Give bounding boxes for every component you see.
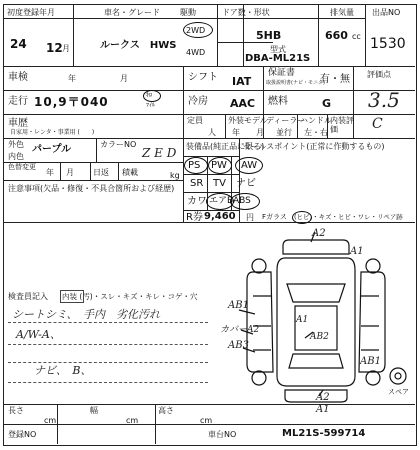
equip-leather: カワ	[187, 196, 207, 207]
lot-label: 出品NO	[372, 8, 401, 17]
fuel-value: G	[322, 97, 332, 110]
car-name-value: ルークス HWS	[100, 40, 177, 51]
drive-label: 駆動	[180, 8, 196, 17]
shaken-label: 車検	[8, 72, 28, 83]
fuel-label: 燃料	[268, 96, 288, 107]
rule	[318, 4, 319, 66]
score-value: 3.5	[368, 88, 400, 112]
dealer-sub: 並行	[276, 128, 292, 137]
glass-crack-circle	[292, 211, 312, 224]
width-label: 幅	[90, 406, 98, 415]
door-value: 5HB	[256, 29, 282, 42]
equip-sr: SR	[190, 178, 204, 189]
rule	[96, 138, 97, 162]
chassis-label: 車台NO	[208, 430, 237, 439]
rule	[175, 18, 365, 19]
color-change-year: 年	[46, 168, 54, 177]
warranty-value: 有・無	[320, 74, 350, 85]
equip-navi: ナビ	[236, 178, 256, 189]
equip-ps-circle	[184, 157, 208, 174]
rule	[3, 404, 415, 405]
equip-aw: AW	[241, 160, 258, 171]
height-label: 高さ	[158, 406, 174, 415]
equip-aw-circle	[235, 157, 263, 174]
recycle-value: 9,460	[204, 211, 236, 222]
sales-point-label: セールスポイント(正常に作動するもの)	[243, 142, 385, 151]
inspector-interior-box	[60, 290, 84, 303]
rule	[3, 18, 175, 19]
outside-model-sub: 年 月	[232, 128, 264, 137]
displacement-unit: cc	[352, 32, 361, 41]
rule	[217, 42, 273, 43]
rule	[73, 4, 74, 66]
color-code-label: カラーNO	[100, 140, 137, 149]
registration-label: 初度登録年月	[7, 8, 55, 17]
damage-mark-left-cover: カバーA2	[220, 325, 260, 335]
warranty-label: 保証書	[268, 68, 296, 78]
drive-selected-oval	[183, 22, 213, 38]
equip-airbag: エアB	[209, 196, 234, 206]
damage-mark-right-rear: AB1	[360, 356, 381, 367]
exterior-color-value: パープル	[32, 144, 72, 155]
car-damage-diagram	[215, 226, 415, 404]
width-unit: cm	[126, 416, 139, 425]
glass-marks: (ヒビ)・キズ・ヒビ・ワレ・リペア跡	[294, 213, 403, 221]
history-sub: 自家用・レンタ・事業用 ( )	[10, 129, 95, 136]
length-label: 長さ	[8, 406, 24, 415]
rule	[3, 138, 415, 139]
color-code-value: Z E D	[142, 146, 177, 160]
rule	[365, 4, 366, 66]
car-name-label: 車名・グレード	[104, 8, 160, 17]
note-line-3: ナビ、 B、	[34, 364, 92, 377]
shift-value: IAT	[232, 75, 252, 88]
height-unit: cm	[200, 416, 213, 425]
model-label: 型式	[270, 45, 286, 54]
dealer-label: ディーラー	[266, 116, 306, 125]
inspector-label: 検査員記入	[8, 292, 48, 301]
mileage-label: 走行	[8, 96, 28, 107]
spare-label: スペア	[388, 388, 409, 396]
mileage-unit-mile: ﾏｲﾙ	[146, 102, 156, 109]
recycle-unit: 円	[246, 213, 254, 222]
note-line-2: A/W-A、	[16, 328, 61, 341]
model-value: DBA-ML21S	[245, 53, 311, 64]
shaken-month-unit: 月	[120, 74, 128, 83]
history-label: 車歴	[8, 118, 28, 129]
ac-value: AAC	[230, 97, 256, 110]
equip-tv: TV	[213, 178, 226, 189]
equip-abs-circle	[230, 193, 260, 210]
rule	[57, 404, 58, 444]
return-label: 日返	[93, 168, 109, 177]
damage-mark-roof: A1	[296, 315, 309, 325]
registration-year: 24	[10, 37, 27, 51]
mileage-unit-km: ｷﾛ	[146, 92, 153, 99]
mileage-unit-oval	[143, 90, 161, 102]
note-rule	[8, 382, 208, 383]
door-label: ドア数・形状	[222, 8, 270, 17]
equip-pw-circle	[208, 157, 232, 174]
damage-mark-roof-rear: AB2	[310, 332, 329, 342]
load-label: 積載	[122, 168, 138, 177]
rule	[155, 404, 156, 444]
exterior-color-label: 外色	[8, 140, 24, 149]
displacement-value: 660	[325, 29, 348, 42]
capacity-unit: 人	[208, 128, 216, 137]
note-rule	[8, 344, 208, 345]
equip-ps: PS	[188, 160, 201, 171]
month-unit: 月	[62, 44, 70, 53]
interior-color-label: 内色	[8, 152, 24, 161]
damage-mark-rear-upper: A2	[316, 392, 330, 403]
registration-number-label: 登録NO	[8, 430, 37, 439]
load-kg: kg	[170, 171, 180, 180]
recycle-label: R券	[186, 212, 203, 223]
score-label: 評価点	[367, 70, 391, 79]
rule	[217, 4, 218, 66]
damage-mark-rear: A1	[316, 404, 330, 415]
warranty-sub: 取扱説明書(ナビ・モニタ)	[266, 80, 325, 86]
drive-4wd: 4WD	[186, 48, 206, 57]
rule	[90, 162, 91, 180]
shaken-year-unit: 年	[68, 74, 76, 83]
registration-month: 12	[46, 41, 63, 55]
color-change-month: 月	[66, 168, 74, 177]
interior-label: 内装評価	[330, 116, 354, 134]
chassis-value: ML21S-599714	[282, 428, 366, 439]
inspector-items: 内装 (汚)・スレ・キズ・キレ・コゲ・穴	[62, 292, 198, 301]
handle-sub: 左・右	[304, 128, 328, 137]
capacity-label: 定員	[187, 116, 203, 125]
rule	[3, 180, 183, 181]
equipment-label: 装備品(純正品に限る)	[186, 142, 265, 151]
damage-mark-front: A2	[312, 228, 326, 239]
note-rule	[8, 322, 208, 323]
shift-label: シフト	[188, 72, 218, 83]
glass-label: Fガラス	[262, 213, 287, 221]
mileage-value: 10,9〒040	[34, 95, 109, 109]
damage-mark-left-front: AB1	[228, 300, 249, 311]
lot-value: 1530	[370, 36, 406, 52]
ac-label: 冷房	[188, 96, 208, 107]
equip-abs: ABS	[233, 196, 251, 206]
rule	[118, 162, 119, 180]
color-change-label: 色替変更	[8, 163, 36, 171]
rule	[225, 114, 226, 138]
displacement-label: 排気量	[330, 8, 354, 17]
equip-pw: PW	[211, 160, 227, 171]
outside-model-label: 外装モデル	[228, 116, 268, 125]
handle-label: ハンドル	[300, 116, 332, 125]
length-unit: cm	[44, 416, 57, 425]
rule	[183, 66, 184, 222]
damage-mark-front-right: A1	[350, 246, 364, 257]
rule	[60, 162, 61, 180]
damage-mark-left-rear: AB3	[228, 340, 249, 351]
caution-label: 注意事項(欠品・修復・不具合箇所および経歴)	[8, 184, 175, 193]
note-line-1: シートシミ、 手内 劣化汚れ	[12, 308, 161, 321]
drive-2wd: 2WD	[186, 26, 206, 35]
interior-value: C	[372, 116, 383, 132]
